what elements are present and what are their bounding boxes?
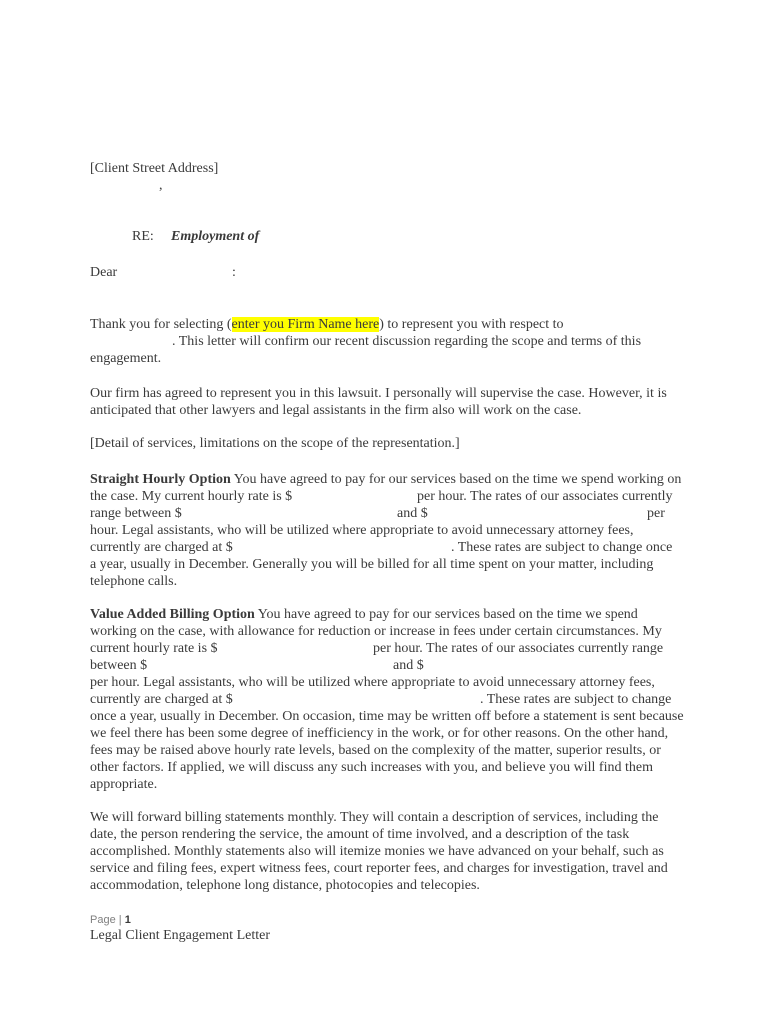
value-added-l6a: currently are charged at $ [90, 692, 233, 707]
straight-hourly-line-1 [90, 471, 681, 488]
straight-hourly-l3c: per [647, 506, 665, 521]
firm-paragraph: Our firm has agreed to represent you in this lawsuit. I personally will supervise the case. However, it is anticipated that other lawyers and legal assistants in the firm also will work on the case. [90, 386, 667, 418]
value-added-l4b: and $ [393, 658, 424, 673]
salutation-colon: : [232, 265, 236, 280]
value-added-l11: appropriate. [90, 777, 158, 792]
firm-name-placeholder[interactable]: enter you Firm Name here [231, 317, 380, 332]
salutation-greeting: Dear [90, 265, 118, 280]
re-label: RE: [132, 229, 154, 244]
intro-before: Thank you for selecting ( [90, 317, 232, 332]
billing-l3: accomplished. Monthly statements also will itemize monies we have advanced on your behalf, such as [90, 844, 664, 859]
billing-l5: accommodation, telephone long distance, photocopies and telecopies. [90, 878, 480, 893]
page-number-value: 1 [124, 914, 131, 926]
value-added-l8: we feel there has been some degree of inefficiency in the work, or for other reasons. On the other hand, [90, 726, 669, 741]
footer-title: Legal Client Engagement Letter [90, 928, 270, 943]
value-added-l9: fees may be raised above hourly rate levels, based on the complexity of the matter, superior results, or [90, 743, 661, 758]
detail-placeholder: [Detail of services, limitations on the scope of the representation.] [90, 436, 460, 451]
intro-line-2: . This letter will confirm our recent discussion regarding the scope and terms of this [172, 334, 642, 349]
intro-line-1 [90, 316, 564, 333]
client-street-address: [Client Street Address] [90, 161, 219, 176]
value-added-line-1 [90, 606, 638, 623]
value-added-l5: per hour. Legal assistants, who will be utilized where appropriate to avoid unnecessary attorney fees, [90, 675, 655, 690]
billing-l1: We will forward billing statements monthly. They will contain a description of services, including the [90, 810, 659, 825]
value-added-l3b: per hour. The rates of our associates currently range [373, 641, 664, 656]
value-added-l2: working on the case, with allowance for reduction or increase in fees under certain circumstances. My [90, 624, 662, 639]
page-label: Page [90, 914, 116, 926]
intro-after: ) to represent you with respect to [379, 317, 564, 332]
value-added-heading: Value Added Billing Option [90, 607, 255, 622]
straight-hourly-l6: a year, usually in December. Generally you will be billed for all time spent on your matter, including [90, 557, 654, 572]
straight-hourly-heading: Straight Hourly Option [90, 472, 231, 487]
value-added-l4a: between $ [90, 658, 148, 673]
straight-hourly-l5b: . These rates are subject to change once [451, 540, 673, 555]
straight-hourly-l3b: and $ [397, 506, 428, 521]
straight-hourly-l7: telephone calls. [90, 574, 178, 589]
straight-hourly-l2a: the case. My current hourly rate is $ [90, 489, 293, 504]
value-added-l7: once a year, usually in December. On occasion, time may be written off before a statement is sent because [90, 709, 684, 724]
page-number [90, 913, 131, 927]
client-city-line: , [159, 178, 163, 193]
value-added-l3a: current hourly rate is $ [90, 641, 218, 656]
intro-line-3: engagement. [90, 351, 162, 366]
value-added-l6b: . These rates are subject to change [480, 692, 672, 707]
straight-hourly-text: You have agreed to pay for our services based on the time we spend working on [230, 472, 682, 487]
page-separator: | [118, 914, 122, 926]
straight-hourly-l4: hour. Legal assistants, who will be utilized where appropriate to avoid unnecessary attorney fees, [90, 523, 634, 538]
billing-l4: service and filing fees, expert witness fees, court reporter fees, and charges for investigation, travel and [90, 861, 668, 876]
billing-l2: date, the person rendering the service, the amount of time involved, and a description of the task [90, 827, 630, 842]
value-added-text: You have agreed to pay for our services based on the time we spend [254, 607, 638, 622]
straight-hourly-l2b: per hour. The rates of our associates currently [417, 489, 673, 504]
straight-hourly-l3a: range between $ [90, 506, 182, 521]
value-added-l10: other factors. If applied, we will discuss any such increases with you, and believe you will find them [90, 760, 653, 775]
re-value: Employment of [171, 229, 260, 244]
straight-hourly-l5a: currently are charged at $ [90, 540, 233, 555]
